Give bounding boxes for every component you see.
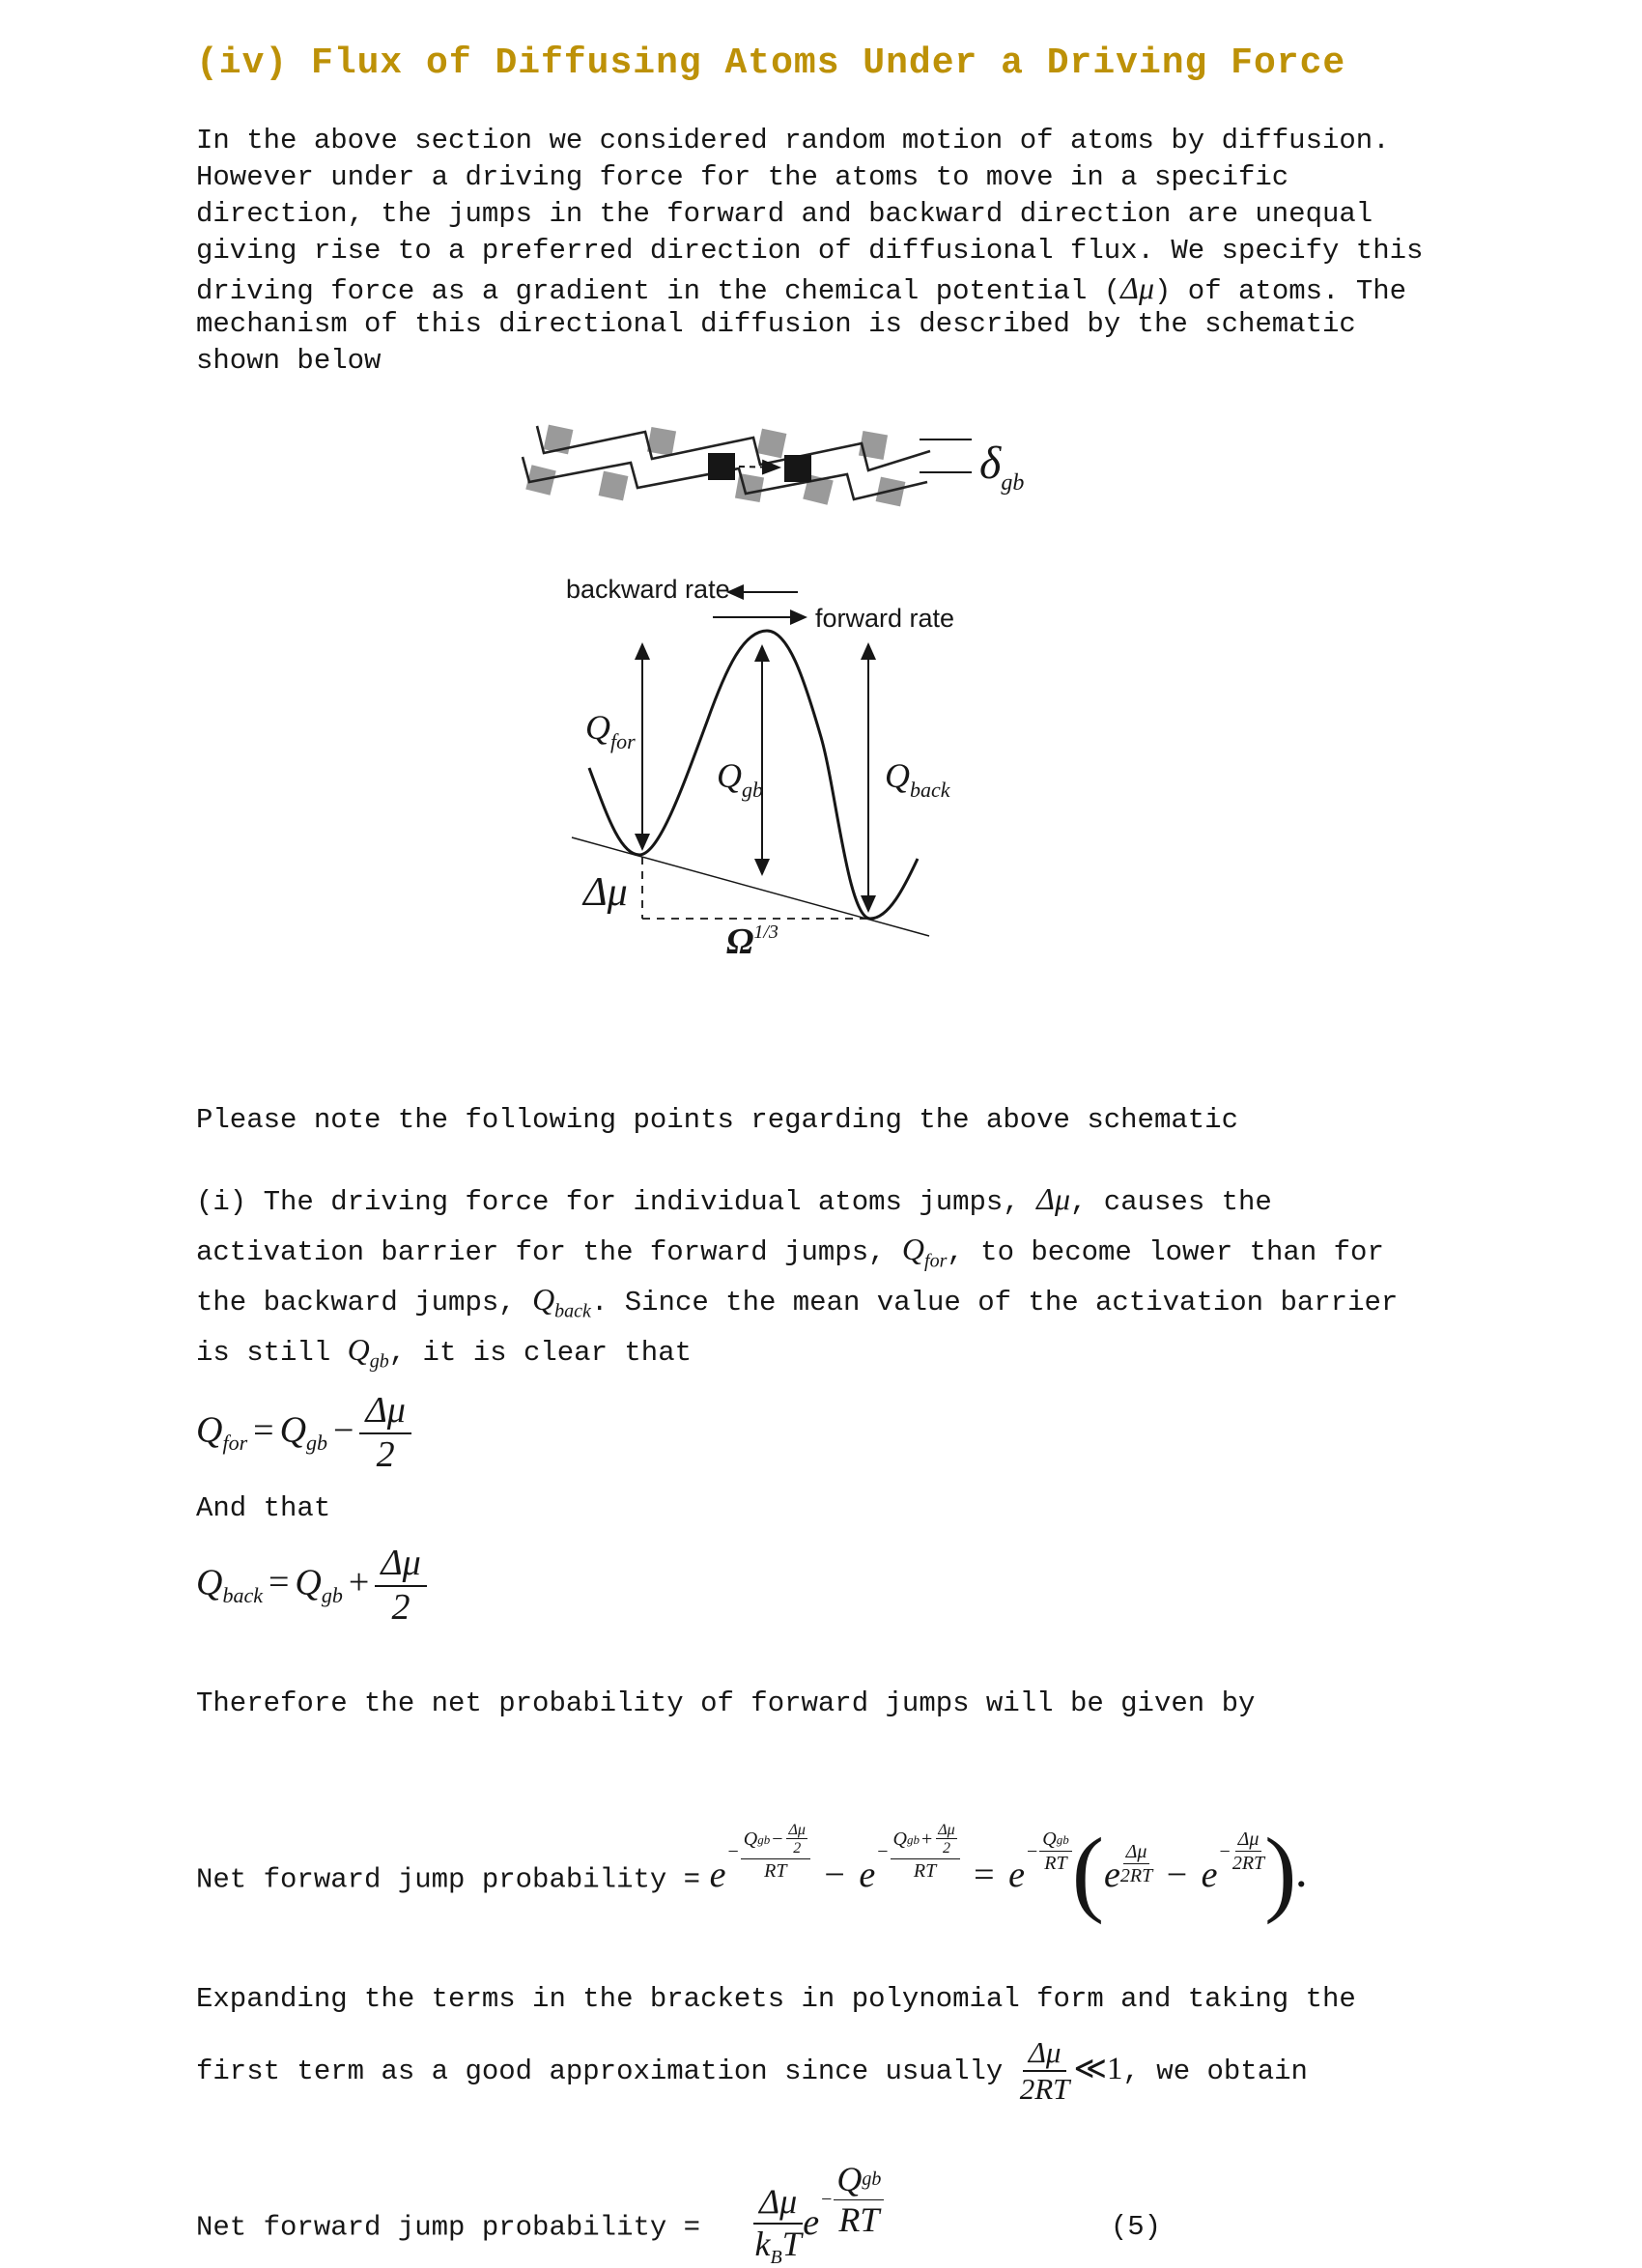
energy-barrier-diagram bbox=[529, 553, 1070, 980]
equation-q-forward: $Q_{for} = Q_{gb}$ − $\frac{\Delta\mu}{2}$ bbox=[196, 1392, 1481, 1475]
final-equation bbox=[196, 2159, 1481, 2268]
point-i-line: (i) The driving force for individual atoms jumps, Δμ, causes the bbox=[196, 1181, 1272, 1218]
expanding-line: first term as a good approximation since usually $\frac{\Delta\mu}{2RT}$ ≪1, we obtain bbox=[196, 2034, 1308, 2107]
intro-line: shown below bbox=[196, 345, 382, 377]
exp-term-4: e $\frac{\Delta\mu}{2RT}$ bbox=[1104, 1840, 1153, 1895]
q-back-inline: $Q_{back}$ bbox=[532, 1282, 591, 1322]
and-that-line: And that bbox=[196, 1491, 331, 1524]
expanding-paragraph bbox=[196, 1981, 1481, 2106]
delta-gb-label: $\delta_{gb}$ bbox=[979, 438, 1025, 496]
point-i-line: the backward jumps, $Q_{back}$. Since the mean value of the activation barrier bbox=[196, 1282, 1399, 1322]
grain-boundary-schematic bbox=[491, 397, 1032, 505]
close-paren: ) bbox=[1264, 1818, 1297, 1926]
intro-line: direction, the jumps in the forward and backward direction are unequal bbox=[196, 198, 1373, 230]
point-i-paragraph bbox=[196, 1174, 1481, 1375]
delta-mu-inline: Δμ bbox=[1120, 270, 1154, 305]
grain-boundary-svg bbox=[491, 397, 1032, 505]
open-paren: ( bbox=[1071, 1818, 1105, 1926]
q-gb-inline: $Q_{gb}$ bbox=[347, 1332, 389, 1373]
q-back-label: $Q_{back}$ bbox=[885, 756, 950, 802]
equation-period: . bbox=[1296, 1854, 1306, 1895]
equation-number: (5) bbox=[1110, 2211, 1162, 2244]
expanding-line: Expanding the terms in the brackets in polynomial form and taking the bbox=[196, 1982, 1356, 2015]
delta-mu-inline: Δμ bbox=[1036, 1181, 1070, 1216]
point-i-line: is still $Q_{gb}$, it is clear that bbox=[196, 1332, 693, 1373]
therefore-line: Therefore the net probability of forward jumps will be given by bbox=[196, 1687, 1256, 1719]
black-atom-right bbox=[784, 455, 811, 482]
net-probability-equation: Net forward jump probability = e − Q gb − $\frac{\Delta\mu}{2}$ RT − e − Q gb + $\frac{\Delta\mu}{2}$ RT = e − Q gb RT (e $\frac{\Delta\mu}{2RT}$ − e − $\frac{\Delta\mu}{2RT}$ ). bbox=[196, 1818, 1306, 1926]
much-less-than: ≪1 bbox=[1073, 2052, 1123, 2087]
page-title: (iv) Flux of Diffusing Atoms Under a Driving Force bbox=[196, 43, 1346, 84]
exp-term-3: e − Q gb RT bbox=[1008, 1855, 1072, 1895]
intro-line: giving rise to a preferred direction of diffusional flux. We specify this bbox=[196, 235, 1424, 267]
dmu-2rt-fraction: $\frac{\Delta\mu}{2RT}$ bbox=[1019, 2034, 1070, 2107]
final-equation-label: Net forward jump probability = bbox=[196, 2211, 718, 2244]
exp-term-5: e − $\frac{\Delta\mu}{2RT}$ bbox=[1201, 1829, 1265, 1895]
intro-paragraph bbox=[196, 123, 1481, 380]
exp-term-2: e − Q gb + $\frac{\Delta\mu}{2}$ RT bbox=[859, 1855, 959, 1895]
q-for-label: $Q_{for}$ bbox=[585, 708, 636, 753]
net-probability-label: Net forward jump probability = bbox=[196, 1862, 701, 1895]
intro-line: However under a driving force for the atoms to move in a specific bbox=[196, 161, 1289, 193]
exp-term-1: e − Q gb − $\frac{\Delta\mu}{2}$ RT bbox=[710, 1855, 810, 1895]
intro-line: mechanism of this directional diffusion is described by the schematic bbox=[196, 308, 1356, 340]
omega-label: $\Omega^{1/3}$ bbox=[726, 921, 779, 962]
point-i-line: activation barrier for the forward jumps, $Q_{for}$, to become lower than for bbox=[196, 1232, 1384, 1272]
intro-line: In the above section we considered random motion of atoms by diffusion. bbox=[196, 125, 1390, 156]
q-gb-label: $Q_{gb}$ bbox=[717, 756, 763, 802]
note-line: Please note the following points regarding the above schematic bbox=[196, 1104, 1238, 1136]
forward-rate-label: forward rate bbox=[815, 604, 955, 633]
jump-arrow bbox=[739, 467, 779, 468]
energy-diagram-svg bbox=[529, 553, 1070, 980]
q-for-inline: $Q_{for}$ bbox=[901, 1232, 948, 1272]
backward-rate-label: backward rate bbox=[566, 575, 730, 604]
dmu-kbt-fraction: $\frac{\Delta\mu}{k_BT}$ bbox=[754, 2182, 802, 2268]
black-atom-left bbox=[708, 453, 735, 480]
intro-line: driving force as a gradient in the chemical potential (Δμ) of atoms. The bbox=[196, 270, 1407, 307]
equation-q-backward: $Q_{back} = Q_{gb}$ + $\frac{\Delta\mu}{2}$ bbox=[196, 1545, 1481, 1628]
exp-term-final: e − Q gb RT bbox=[803, 2202, 884, 2243]
delta-mu-label: Δμ bbox=[583, 870, 628, 915]
